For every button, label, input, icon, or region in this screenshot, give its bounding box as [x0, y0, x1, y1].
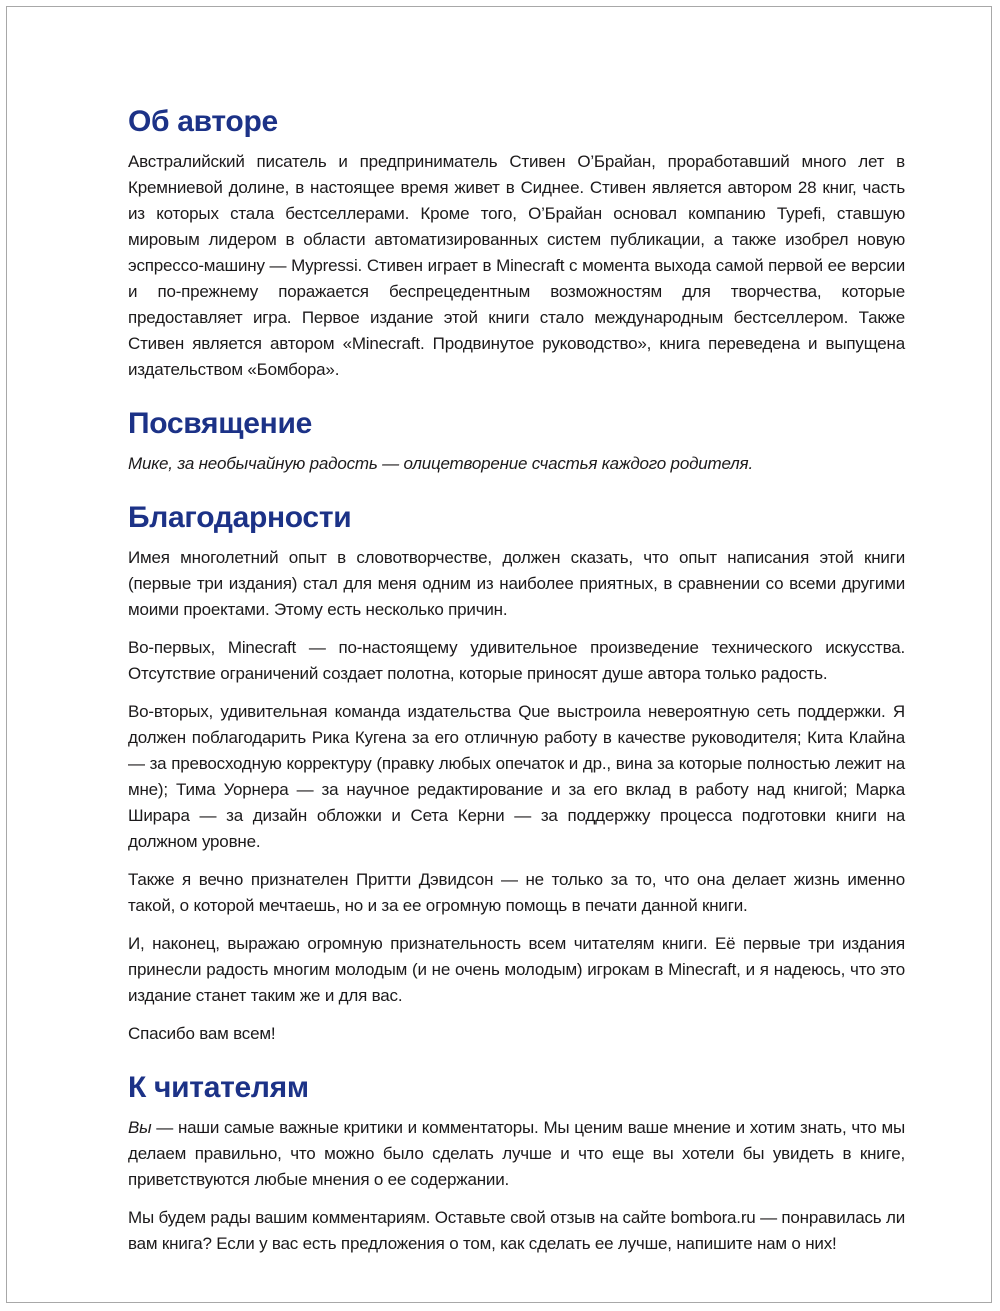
acknowledgments-paragraph-2: Во-первых, Minecraft — по-настоящему удивительное произведение технического искусства. Отсутствие ограничений создает полотна, которые приносят душе автора только радость. — [128, 638, 905, 683]
to-readers-paragraph-1 — [128, 1115, 905, 1193]
page-border — [6, 6, 992, 1303]
section-to-readers — [128, 1071, 905, 1257]
to-readers-paragraph-2: Мы будем рады вашим комментариям. Оставьте свой отзыв на сайте bombora.ru — понравилась ли вам книга? Если у вас есть предложения о том, как сделать ее лучше, напишите нам о них! — [128, 1208, 905, 1253]
to-readers-paragraph-1-rest: — наши самые важные критики и комментаторы. Мы ценим ваше мнение и хотим знать, что мы делаем правильно, что можно было сделать лучше и что еще вы хотели бы увидеть в книге, приветствуются любые мнения о ее содержании. — [128, 1118, 905, 1189]
acknowledgments-paragraph-4: Также я вечно признателен Притти Дэвидсон — не только за то, что она делает жизнь именно такой, о которой мечтаешь, но и за ее огромную помощь в печати данной книги. — [128, 870, 905, 915]
section-about-author — [128, 105, 905, 383]
section-dedication — [128, 407, 905, 477]
acknowledgments-paragraph-3: Во-вторых, удивительная команда издательства Que выстроила невероятную сеть поддержки. Я должен поблагодарить Рика Кугена за его отличную работу в качестве руководителя; Кита Клайна — за превосходную корректуру (правку любых опечаток и др., вина за которые полностью лежит на мне); Тима Уорнера — за научное редактирование и за его вклад в работу над книгой; Марка Ширара — за дизайн обложки и Сета Керни — за поддержку процесса подготовки книги на должном уровне. — [128, 702, 905, 851]
acknowledgments-closing-line: Спасибо вам всем! — [128, 1024, 276, 1043]
about-author-paragraph: Австралийский писатель и предприниматель Стивен О’Брайан, проработавший много лет в Кремниевой долине, в настоящее время живет в Сиднее. Стивен является автором 28 книг, часть из которых стала бестселлерами. Кроме того, О’Брайан основал компанию Typefi, ставшую мировым лидером в области автоматизированных систем публикации, а также изобрел новую эспрессо-машину — Mypressi. Стивен играет в Minecraft с момента выхода самой первой ее версии и по-прежнему поражается беспрецедентным возможностям для творчества, которые предоставляет игра. Первое издание этой книги стало международным бестселлером. Также Стивен является автором «Minecraft. Продвинутое руководство», книга переведена и выпущена издательством «Бомбора». — [128, 152, 905, 379]
section-acknowledgments — [128, 501, 905, 1047]
acknowledgments-paragraph-1: Имея многолетний опыт в словотворчестве, должен сказать, что опыт написания этой книги (первые три издания) стал для меня одним из наиболее приятных, в сравнении со всеми другими моими проектами. Этому есть несколько причин. — [128, 548, 905, 619]
dedication-heading: Посвящение — [128, 407, 312, 440]
acknowledgments-paragraph-5: И, наконец, выражаю огромную признательность всем читателям книги. Её первые три издания принесли радость многим молодым (и не очень молодым) игрокам в Minecraft, и я надеюсь, что это издание станет таким же и для вас. — [128, 934, 905, 1005]
to-readers-heading: К читателям — [128, 1071, 309, 1104]
dedication-text: Мике, за необычайную радость — олицетворение счастья каждого родителя. — [128, 454, 753, 473]
page-content — [128, 105, 905, 1257]
about-author-heading: Об авторе — [128, 105, 278, 138]
acknowledgments-heading: Благодарности — [128, 501, 352, 534]
to-readers-lead-word: Вы — [128, 1118, 152, 1137]
